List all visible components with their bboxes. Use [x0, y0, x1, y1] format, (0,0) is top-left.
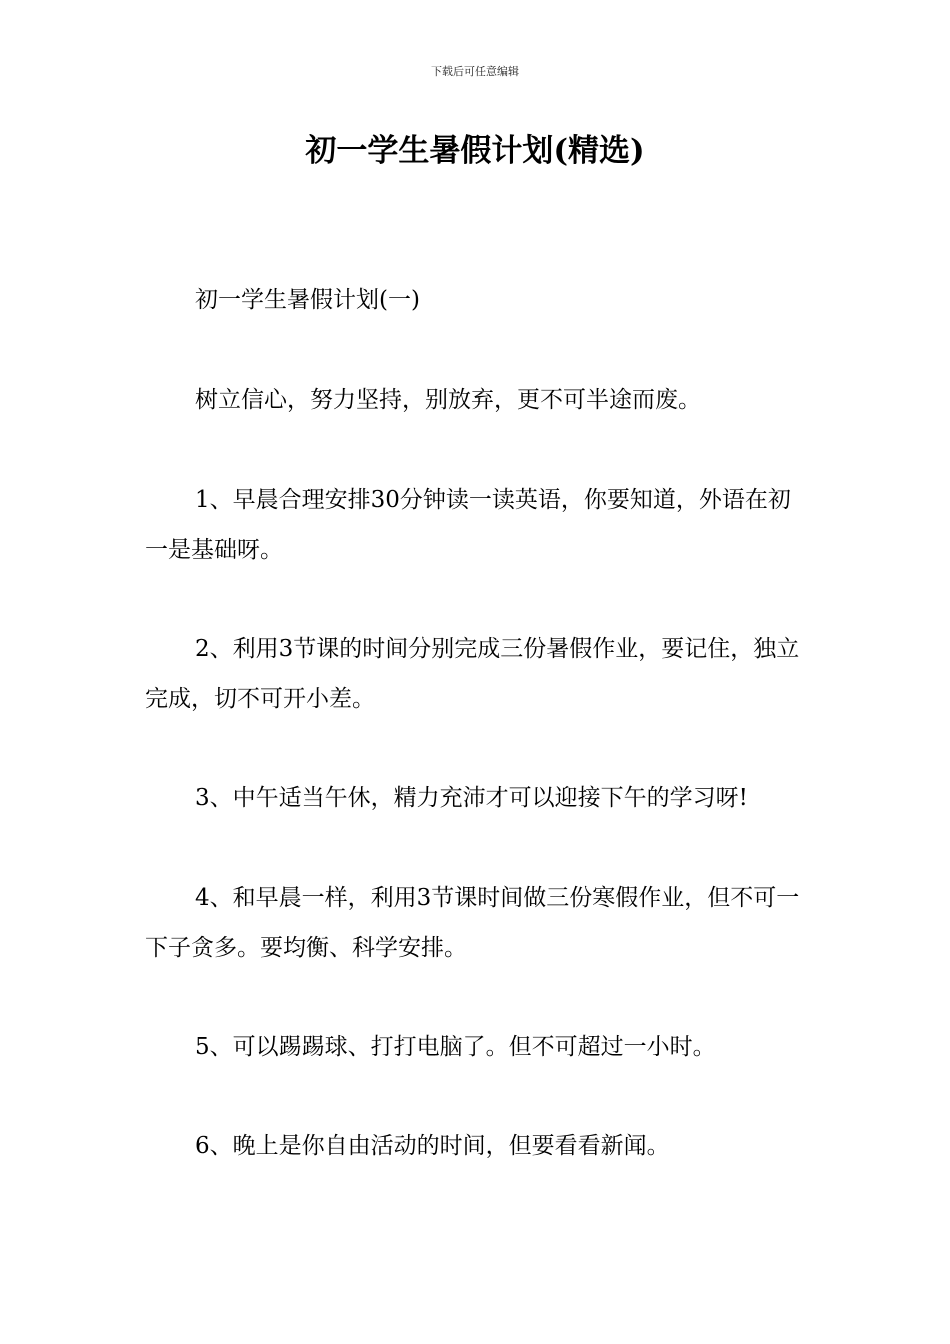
list-item: 1、早晨合理安排30分钟读一读英语，你要知道，外语在初一是基础呀。: [145, 487, 791, 563]
list-item: 4、和早晨一样，利用3节课时间做三份寒假作业，但不可一下子贪多。要均衡、科学安排。: [145, 885, 800, 961]
header-note: 下载后可任意编辑: [431, 65, 519, 78]
intro-paragraph: 树立信心，努力坚持，别放弃，更不可半途而废。: [195, 387, 701, 413]
list-item: 3、中午适当午休，精力充沛才可以迎接下午的学习呀!: [195, 785, 748, 811]
list-item: 5、可以踢踢球、打打电脑了。但不可超过一小时。: [195, 1034, 716, 1060]
section-heading: 初一学生暑假计划(一): [195, 287, 420, 313]
list-item: 6、晚上是你自由活动的时间，但要看看新闻。: [195, 1133, 670, 1159]
list-item: 2、利用3节课的时间分别完成三份暑假作业，要记住，独立完成，切不可开小差。: [145, 636, 800, 712]
document-title: 初一学生暑假计划(精选): [305, 133, 645, 169]
